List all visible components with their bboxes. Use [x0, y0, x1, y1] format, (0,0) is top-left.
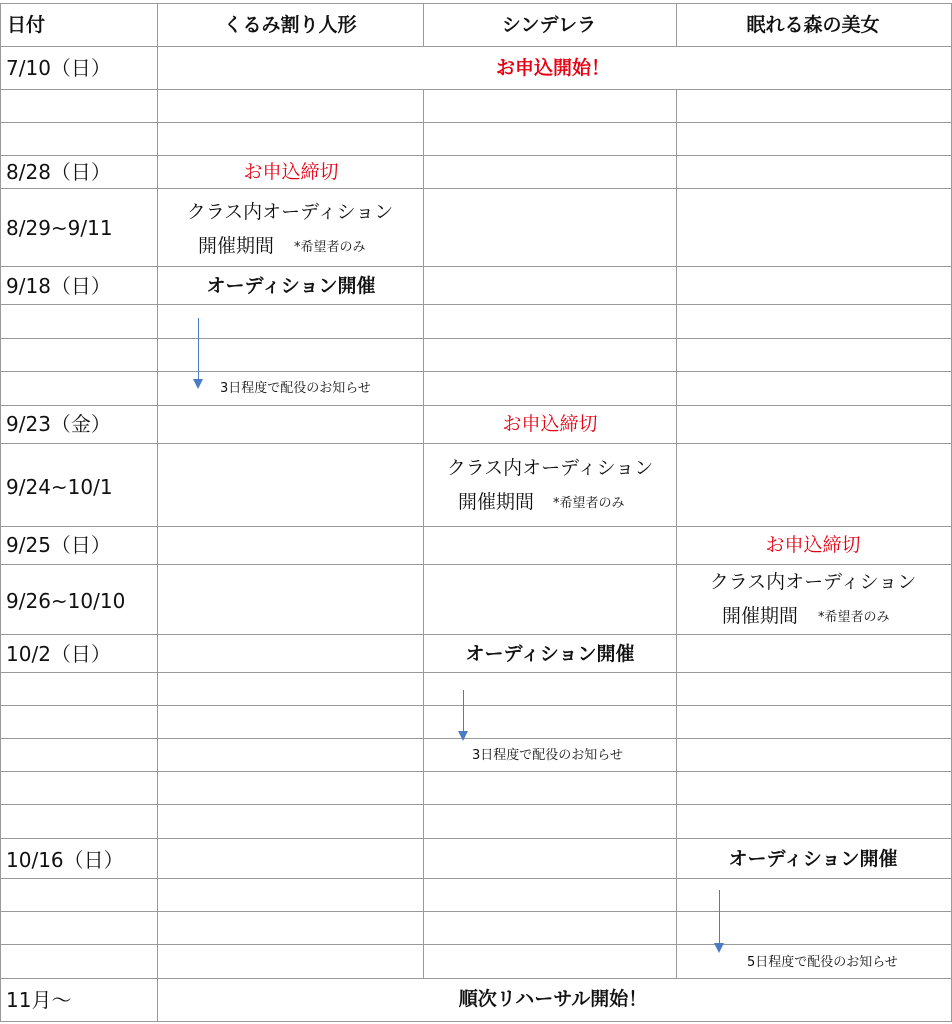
date-0918: 9/18（日） [6, 274, 111, 298]
applicants-only-nutcracker: *希望者のみ [294, 240, 366, 255]
row-border [0, 705, 952, 706]
class-audition-sleeping-beauty: クラス内オーディション [709, 571, 917, 593]
arrow-down-icon [198, 318, 199, 380]
header-date: 日付 [7, 14, 46, 36]
date-0924: 9/24~10/1 [6, 475, 113, 499]
row-border [0, 188, 952, 189]
audition-cinderella: オーディション開催 [465, 643, 635, 665]
col-border [676, 3, 677, 47]
row-border [0, 304, 952, 305]
class-audition-nutcracker: クラス内オーディション [186, 201, 394, 223]
date-november: 11月〜 [6, 988, 72, 1012]
deadline-cinderella: お申込締切 [502, 413, 598, 435]
row-border [0, 672, 952, 673]
period-nutcracker: 開催期間 [198, 235, 275, 257]
rehearsal-start: 順次リハーサル開始！ [458, 988, 648, 1010]
row-border [0, 944, 952, 945]
arrow-head-icon [458, 731, 468, 741]
row-border [0, 526, 952, 527]
date-1016: 10/16（日） [6, 848, 124, 872]
audition-sleeping-beauty: オーディション開催 [728, 848, 898, 870]
arrow-down-icon [719, 890, 720, 944]
row-border [0, 838, 952, 839]
date-0828: 8/28（日） [6, 160, 111, 184]
row-border [0, 371, 952, 372]
row-border [0, 771, 952, 772]
date-0710: 7/10（日） [6, 56, 111, 80]
notice-nutcracker: 3日程度で配役のお知らせ [220, 381, 371, 396]
row-border [0, 978, 952, 979]
deadline-nutcracker: お申込締切 [243, 161, 339, 183]
arrow-head-icon [714, 943, 724, 953]
row-border [0, 266, 952, 267]
col-border [423, 3, 424, 47]
applicants-only-sleeping-beauty: *希望者のみ [818, 610, 890, 625]
audition-nutcracker: オーディション開催 [206, 275, 376, 297]
header-sleeping-beauty: 眠れる森の美女 [746, 14, 880, 36]
header-cinderella: シンデレラ [501, 14, 597, 36]
row-border [0, 878, 952, 879]
row-border [0, 1021, 952, 1022]
applicants-only-cinderella: *希望者のみ [553, 496, 625, 511]
date-1002: 10/2（日） [6, 642, 111, 666]
period-sleeping-beauty: 開催期間 [722, 605, 799, 627]
row-border [0, 46, 952, 47]
col-border [157, 3, 158, 1022]
row-border [0, 122, 952, 123]
period-cinderella: 開催期間 [458, 491, 535, 513]
deadline-sleeping-beauty: お申込締切 [765, 534, 861, 556]
arrow-head-icon [193, 379, 203, 389]
class-audition-cinderella: クラス内オーディション [446, 457, 654, 479]
row-border [0, 3, 952, 4]
row-border [0, 804, 952, 805]
row-border [0, 338, 952, 339]
row-border [0, 738, 952, 739]
date-0926: 9/26~10/10 [6, 589, 126, 613]
row-border [0, 443, 952, 444]
col-border [0, 3, 1, 1022]
arrow-down-icon [463, 690, 464, 732]
header-nutcracker: くるみ割り人形 [223, 14, 357, 36]
date-0925: 9/25（日） [6, 533, 111, 557]
col-border [423, 89, 424, 979]
row-border [0, 634, 952, 635]
row-border [0, 89, 952, 90]
date-0829: 8/29~9/11 [6, 216, 113, 240]
notice-sleeping-beauty: 5日程度で配役のお知らせ [747, 955, 898, 970]
row-border [0, 564, 952, 565]
date-0923: 9/23（金） [6, 412, 111, 436]
application-start: お申込開始！ [495, 57, 611, 79]
row-border [0, 911, 952, 912]
col-border [676, 89, 677, 979]
row-border [0, 155, 952, 156]
row-border [0, 405, 952, 406]
notice-cinderella: 3日程度で配役のお知らせ [472, 748, 623, 763]
